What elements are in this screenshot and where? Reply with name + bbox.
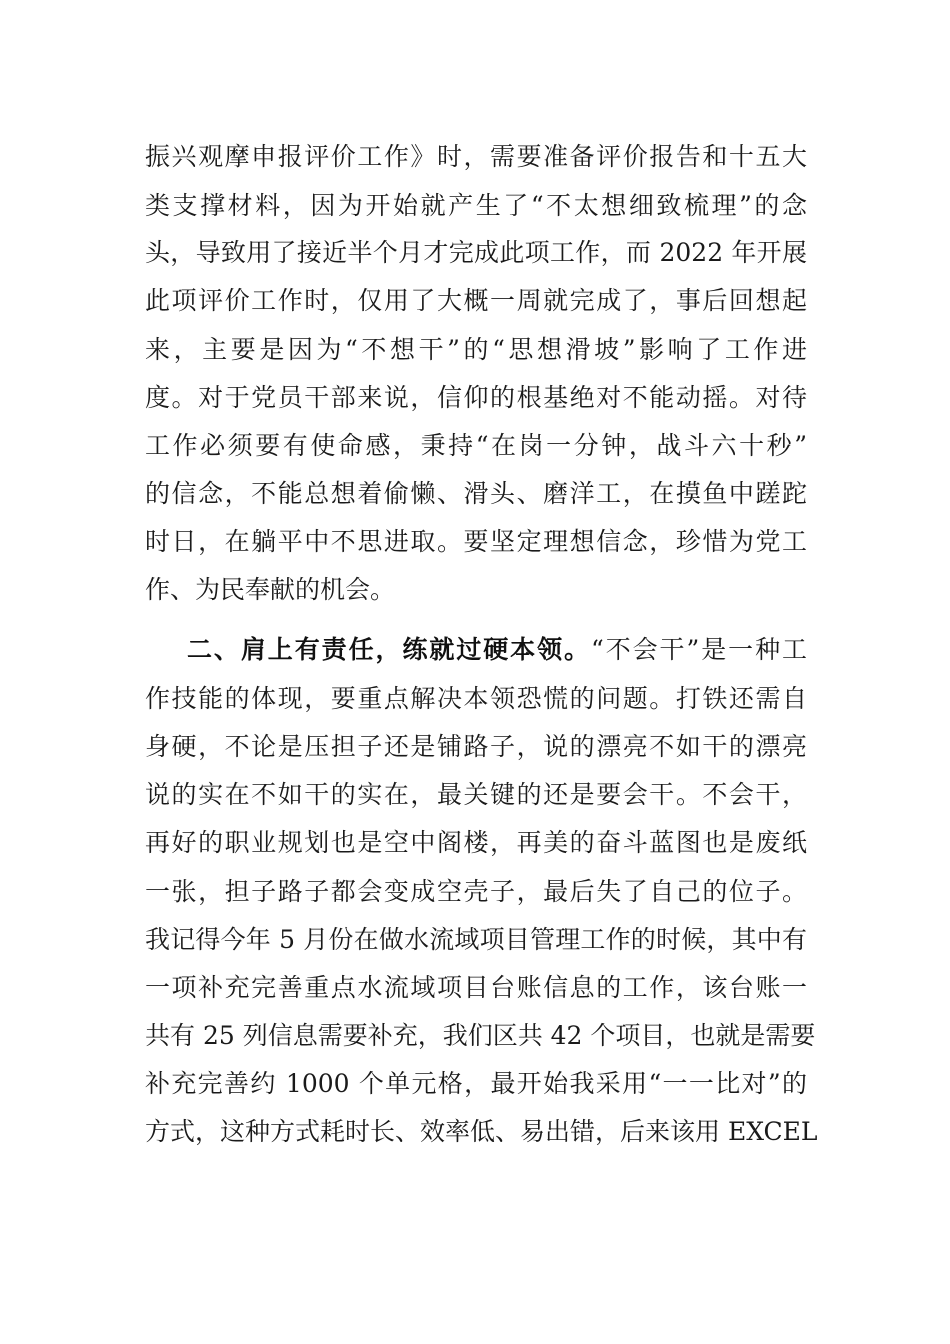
paragraph-line: 工作必须要有使命感，秉持“在岗一分钟，战斗六十秒” [145,431,807,460]
paragraph-line: 作、为民奉献的机会。 [145,575,396,604]
paragraph-line: 说的实在不如干的实在，最关键的还是要会干。不会干， [145,780,807,809]
paragraph-line: 身硬，不论是压担子还是铺路子，说的漂亮不如干的漂亮 [145,732,807,761]
paragraph-line: 类支撑材料，因为开始就产生了“不太想细致梳理”的念 [145,191,807,220]
paragraph-line: 作技能的体现，要重点解决本领恐慌的问题。打铁还需自 [145,684,807,713]
paragraph-line: 此项评价工作时，仅用了大概一周就完成了，事后回想起 [145,286,807,315]
paragraph-line: 一张，担子路子都会变成空壳子，最后失了自己的位子。 [145,877,807,906]
paragraph-line: 补充完善约 1000 个单元格，最开始我采用“一一比对”的 [145,1069,807,1098]
paragraph-line: 方式，这种方式耗时长、效率低、易出错，后来该用 EXCEL [145,1117,818,1146]
section-heading-line [187,630,807,670]
paragraph-line: 来，主要是因为“不想干”的“思想滑坡”影响了工作进 [145,335,807,364]
paragraph-line: 共有 25 列信息需要补充，我们区共 42 个项目，也就是需要 [145,1021,816,1050]
paragraph-line: 的信念，不能总想着偷懒、滑头、磨洋工，在摸鱼中蹉跎 [145,479,807,508]
paragraph-line: 时日，在躺平中不思进取。要坚定理想信念，珍惜为党工 [145,527,807,556]
paragraph-line: 一项补充完善重点水流域项目台账信息的工作，该台账一 [145,973,807,1002]
paragraph-line: 我记得今年 5 月份在做水流域项目管理工作的时候，其中有 [145,925,807,954]
paragraph-line: 振兴观摩申报评价工作》时，需要准备评价报告和十五大 [145,142,807,171]
section-heading: 二、肩上有责任，练就过硬本领。 [187,635,591,664]
heading-line-text: “不会干”是一种工 [590,635,807,664]
paragraph-line: 再好的职业规划也是空中阁楼，再美的奋斗蓝图也是废纸 [145,828,807,857]
paragraph-line: 度。对于党员干部来说，信仰的根基绝对不能动摇。对待 [145,383,807,412]
paragraph-line: 头，导致用了接近半个月才完成此项工作，而 2022 年开展 [145,238,807,267]
